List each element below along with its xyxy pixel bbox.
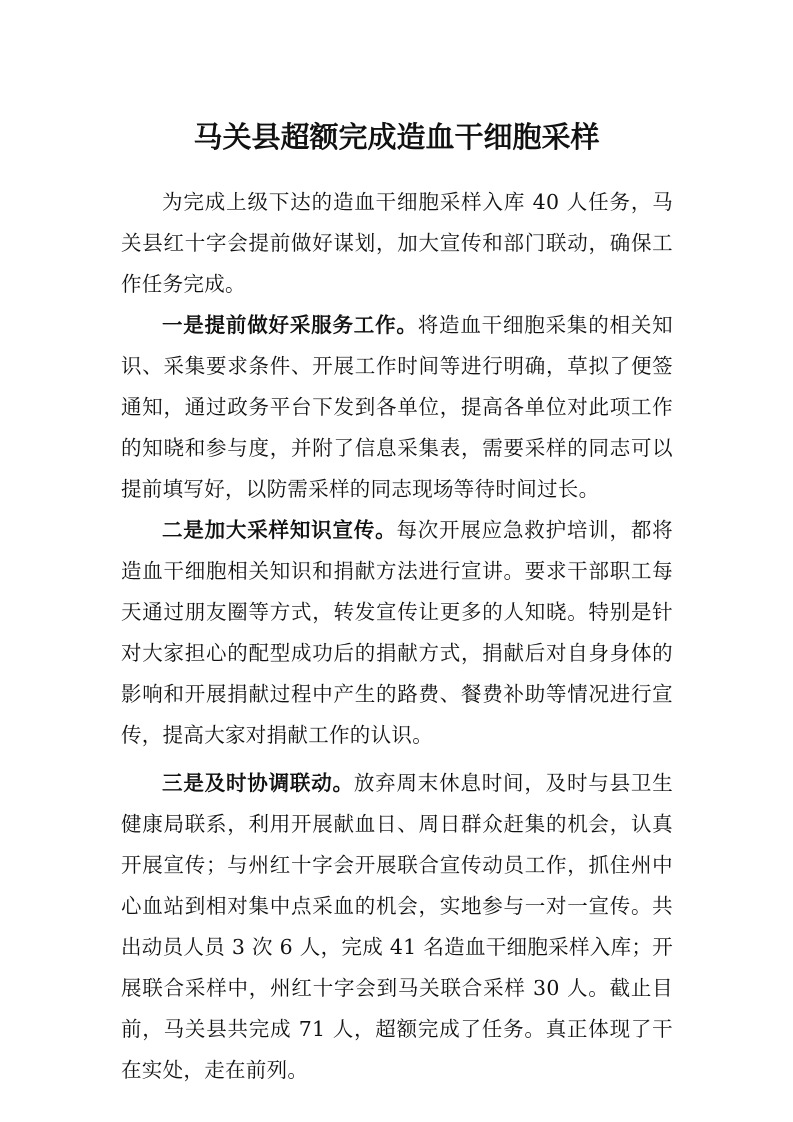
paragraph-point-one-text: 将造血干细胞采集的相关知识、采集要求条件、开展工作时间等进行明确，草拟了便签通知，通过政务平台下发到各单位，提高各单位对此项工作的知晓和参与度，并附了信息采集表，需要采样的同志可以提前填写好，以防需采样的同志现场等待时间过长。 xyxy=(121,313,673,501)
paragraph-point-one xyxy=(121,305,673,510)
paragraph-point-three-lead: 三是及时协调联动。 xyxy=(162,771,354,795)
paragraph-point-three xyxy=(121,763,673,1091)
paragraph-point-two-lead: 二是加大采样知识宣传。 xyxy=(162,518,397,542)
paragraph-point-three-text: 放弃周末休息时间，及时与县卫生健康局联系，利用开展献血日、周日群众赶集的机会，认真开展宣传；与州红十字会开展联合宣传动员工作，抓住州中心血站到相对集中点采血的机会，实地参与一对一宣传。共出动员人员 3 次 6 人，完成 41 名造血干细胞采样入库；开展联合采样中，州红十字会到马关联合采样 30 人。截止目前，马关县共完成 71 人，超额完成了任务。真正体现了干在实处，走在前列。 xyxy=(121,771,674,1082)
paragraph-intro xyxy=(121,182,673,305)
paragraph-point-two-text: 每次开展应急救护培训，都将造血干细胞相关知识和捐献方法进行宣讲。要求干部职工每天通过朋友圈等方式，转发宣传让更多的人知晓。特别是针对大家担心的配型成功后的捐献方式，捐献后对自身身体的影响和开展捐献过程中产生的路费、餐费补助等情况进行宣传，提高大家对捐献工作的认识。 xyxy=(121,518,673,747)
paragraph-point-one-lead: 一是提前做好采服务工作。 xyxy=(162,313,418,337)
document-body xyxy=(121,182,673,1091)
document-title: 马关县超额完成造血干细胞采样 xyxy=(193,120,600,155)
paragraph-point-two xyxy=(121,510,673,756)
paragraph-intro-text: 为完成上级下达的造血干细胞采样入库 40 人任务，马关县红十字会提前做好谋划，加大宣传和部门联动，确保工作任务完成。 xyxy=(121,190,673,296)
